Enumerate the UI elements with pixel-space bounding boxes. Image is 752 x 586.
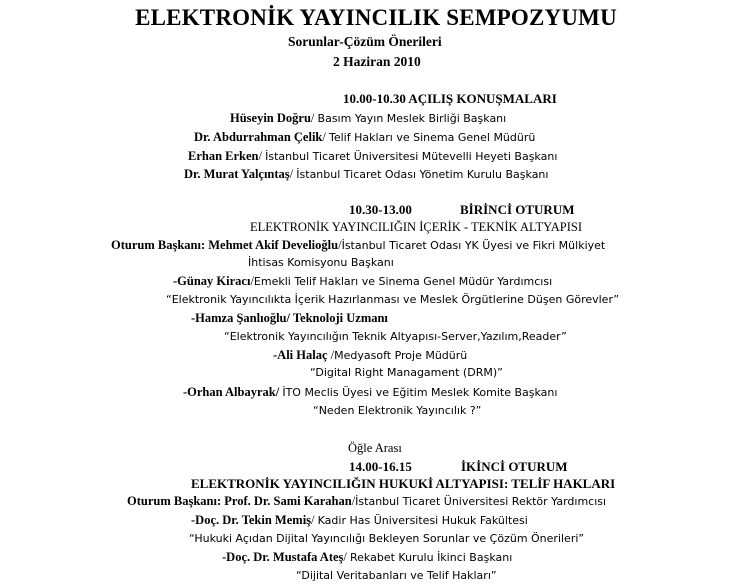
session2-chair: Oturum Başkanı: Prof. Dr. Sami Karahan/İstanbul Ticaret Üniversitesi Rektör Yardımcısı [127, 494, 607, 508]
chair-role: İstanbul Ticaret Odası YK Üyesi ve Fikri Mülkiyet [341, 239, 606, 252]
speaker-name: Erhan Erken [188, 149, 259, 163]
opening-speaker-4: Dr. Murat Yalçıntaş/ İstanbul Ticaret Odası Yönetim Kurulu Başkanı [184, 167, 549, 181]
session1-panelist-2 [191, 312, 388, 325]
panelist-name: -Ali Halaç [273, 348, 328, 362]
session2-time: 14.00-16.15 [349, 459, 412, 474]
session1-panelist-3: -Ali Halaç /Medyasoft Proje Müdürü [273, 348, 468, 362]
panelist-name: -Orhan Albayrak/ [183, 385, 280, 399]
speaker-name: Dr. Murat Yalçıntaş [184, 167, 290, 181]
speaker-role: Telif Hakları ve Sinema Genel Müdürü [329, 131, 536, 144]
lunch-break: Öğle Arası [348, 441, 402, 455]
session2-theme: ELEKTRONİK YAYINCILIĞIN HUKUKİ ALTYAPISI: TELİF HAKLARI [191, 476, 616, 491]
opening-speaker-1: Hüseyin Doğru/ Basım Yayın Meslek Birliği Başkanı [230, 111, 507, 125]
speaker-name: Dr. Abdurrahman Çelik [194, 130, 323, 144]
session1-talk-1: “Elektronik Yayıncılıkta İçerik Hazırlanması ve Meslek Örgütlerine Düşen Görevler” [166, 293, 620, 306]
session1-theme: ELEKTRONİK YAYINCILIĞIN İÇERİK - TEKNİK ALTYAPISI [250, 220, 583, 234]
document-title: ELEKTRONİK YAYINCILIK SEMPOZYUMU [135, 5, 617, 30]
session1-talk-4: “Neden Elektronik Yayıncılık ?” [313, 404, 482, 417]
panelist-role: Emekli Telif Hakları ve Sinema Genel Müdür Yardımcısı [253, 275, 553, 288]
panelist-name: -Hamza Şanlıoğlu/ Teknoloji Uzmanı [191, 311, 388, 325]
panelist-name: -Doç. Dr. Tekin Memiş [191, 513, 312, 527]
chair-name: Oturum Başkanı: Prof. Dr. Sami Karahan [127, 494, 352, 508]
session1-talk-2: “Elektronik Yayıncılığın Teknik Altyapısı-Server,Yazılım,Reader” [224, 330, 567, 343]
session1-panelist-4 [183, 386, 557, 399]
session1-talk-3: “Digital Right Managament (DRM)” [310, 366, 503, 379]
panelist-role: Rekabet Kurulu İkinci Başkanı [350, 551, 513, 564]
speaker-name: Hüseyin Doğru [230, 111, 311, 125]
chair-name: Oturum Başkanı: Mehmet Akif Develioğlu [111, 238, 339, 252]
session1-panelist-1: -Günay Kiracı/Emekli Telif Hakları ve Sinema Genel Müdür Yardımcısı [173, 274, 553, 288]
session2-panelist-2: -Doç. Dr. Mustafa Ateş/ Rekabet Kurulu İkinci Başkanı [222, 550, 513, 564]
session1-label: BİRİNCİ OTURUM [460, 202, 575, 217]
opening-speaker-2: Dr. Abdurrahman Çelik/ Telif Hakları ve Sinema Genel Müdürü [194, 130, 536, 144]
panelist-role: Medyasoft Proje Müdürü [334, 349, 468, 362]
session2-talk-1: “Hukuki Açıdan Dijital Yayıncılığı Bekleyen Sorunlar ve Çözüm Önerileri” [189, 532, 585, 545]
session2-panelist-1: -Doç. Dr. Tekin Memiş/ Kadir Has Üniversitesi Hukuk Fakültesi [191, 513, 528, 527]
session1-chair-role-cont: İhtisas Komisyonu Başkanı [248, 256, 394, 269]
speaker-role: Basım Yayın Meslek Birliği Başkanı [317, 112, 507, 125]
document-subtitle: Sorunlar-Çözüm Önerileri [288, 34, 442, 49]
session2-talk-2: “Dijital Veritabanları ve Telif Hakları” [296, 569, 497, 582]
opening-speaker-3: Erhan Erken/ İstanbul Ticaret Üniversitesi Mütevelli Heyeti Başkanı [188, 149, 558, 163]
panelist-name: -Günay Kiracı [173, 274, 251, 288]
panelist-role: İTO Meclis Üyesi ve Eğitim Meslek Komite Başkanı [282, 386, 558, 399]
speaker-role: İstanbul Ticaret Üniversitesi Mütevelli Heyeti Başkanı [265, 150, 558, 163]
speaker-role: İstanbul Ticaret Odası Yönetim Kurulu Başkanı [296, 168, 549, 181]
panelist-role: Kadir Has Üniversitesi Hukuk Fakültesi [317, 514, 528, 527]
panelist-name: -Doç. Dr. Mustafa Ateş [222, 550, 344, 564]
session2-label: İKİNCİ OTURUM [461, 459, 568, 474]
event-date: 2 Haziran 2010 [333, 54, 421, 69]
opening-heading: 10.00-10.30 AÇILIŞ KONUŞMALARI [343, 91, 557, 106]
session1-chair: Oturum Başkanı: Mehmet Akif Develioğlu/İstanbul Ticaret Odası YK Üyesi ve Fikri Mülkiyet [111, 238, 606, 252]
chair-role: İstanbul Ticaret Üniversitesi Rektör Yardımcısı [355, 495, 607, 508]
session1-time: 10.30-13.00 [349, 202, 412, 217]
